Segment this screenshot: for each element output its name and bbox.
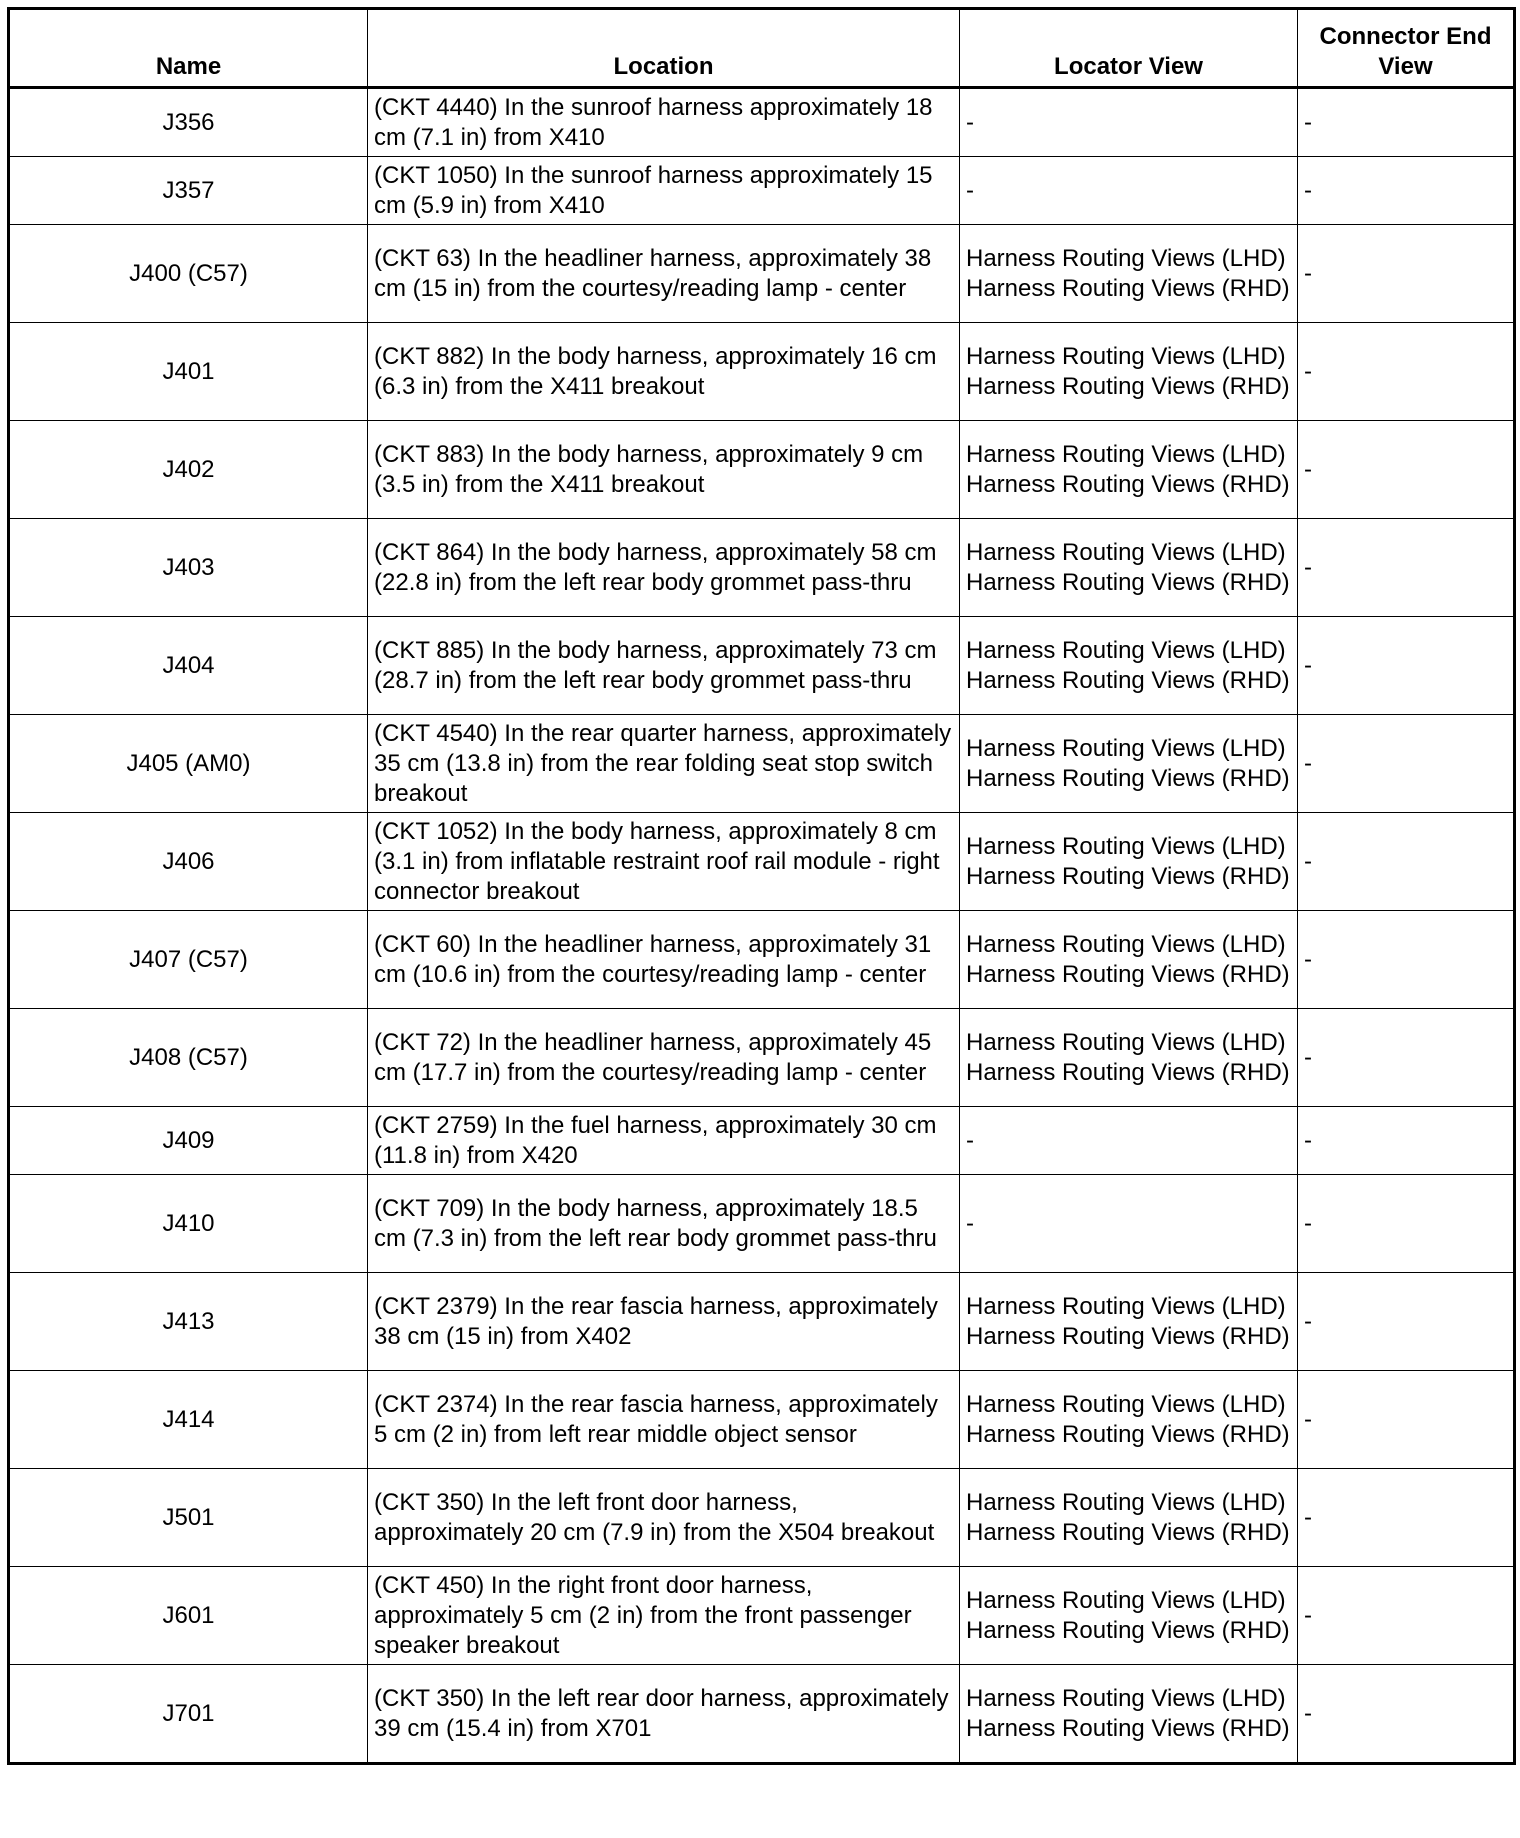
cell-location: (CKT 72) In the headliner harness, approximately 45 cm (17.7 in) from the courtesy/reading lamp - center (368, 1009, 960, 1107)
cell-name: J404 (9, 617, 368, 715)
cell-connector-end-view: - (1298, 1175, 1515, 1273)
cell-name: J406 (9, 813, 368, 911)
column-header-locator-view: Locator View (960, 9, 1298, 88)
cell-connector-end-view: - (1298, 225, 1515, 323)
cell-name: J701 (9, 1665, 368, 1764)
table-row (9, 813, 1515, 911)
cell-name: J413 (9, 1273, 368, 1371)
cell-connector-end-view: - (1298, 813, 1515, 911)
cell-connector-end-view: - (1298, 323, 1515, 421)
cell-name: J405 (AM0) (9, 715, 368, 813)
table-row (9, 157, 1515, 225)
cell-location: (CKT 885) In the body harness, approximately 73 cm (28.7 in) from the left rear body grommet pass-thru (368, 617, 960, 715)
table-row (9, 323, 1515, 421)
cell-locator-view: Harness Routing Views (LHD) Harness Routing Views (RHD) (960, 813, 1298, 911)
table-row (9, 1107, 1515, 1175)
cell-name: J414 (9, 1371, 368, 1469)
table-row (9, 1371, 1515, 1469)
cell-connector-end-view: - (1298, 1567, 1515, 1665)
cell-name: J403 (9, 519, 368, 617)
cell-name: J601 (9, 1567, 368, 1665)
table-row (9, 1567, 1515, 1665)
cell-connector-end-view: - (1298, 715, 1515, 813)
table-row (9, 519, 1515, 617)
cell-connector-end-view: - (1298, 1009, 1515, 1107)
cell-locator-view: Harness Routing Views (LHD) Harness Routing Views (RHD) (960, 1009, 1298, 1107)
cell-locator-view: Harness Routing Views (LHD) Harness Routing Views (RHD) (960, 519, 1298, 617)
cell-connector-end-view: - (1298, 911, 1515, 1009)
cell-connector-end-view: - (1298, 519, 1515, 617)
cell-location: (CKT 2759) In the fuel harness, approximately 30 cm (11.8 in) from X420 (368, 1107, 960, 1175)
cell-locator-view: Harness Routing Views (LHD) Harness Routing Views (RHD) (960, 911, 1298, 1009)
cell-location: (CKT 2379) In the rear fascia harness, approximately 38 cm (15 in) from X402 (368, 1273, 960, 1371)
cell-location: (CKT 63) In the headliner harness, approximately 38 cm (15 in) from the courtesy/reading lamp - center (368, 225, 960, 323)
table-row (9, 715, 1515, 813)
cell-location: (CKT 883) In the body harness, approximately 9 cm (3.5 in) from the X411 breakout (368, 421, 960, 519)
cell-location: (CKT 882) In the body harness, approximately 16 cm (6.3 in) from the X411 breakout (368, 323, 960, 421)
table-row (9, 617, 1515, 715)
cell-locator-view: Harness Routing Views (LHD) Harness Routing Views (RHD) (960, 617, 1298, 715)
cell-locator-view: Harness Routing Views (LHD) Harness Routing Views (RHD) (960, 1567, 1298, 1665)
table-header-row (9, 9, 1515, 88)
cell-location: (CKT 1050) In the sunroof harness approximately 15 cm (5.9 in) from X410 (368, 157, 960, 225)
cell-locator-view: - (960, 88, 1298, 157)
table-row (9, 1273, 1515, 1371)
table-row (9, 1009, 1515, 1107)
table-row (9, 911, 1515, 1009)
cell-connector-end-view: - (1298, 421, 1515, 519)
cell-name: J400 (C57) (9, 225, 368, 323)
cell-location: (CKT 864) In the body harness, approximately 58 cm (22.8 in) from the left rear body grommet pass-thru (368, 519, 960, 617)
cell-locator-view: Harness Routing Views (LHD) Harness Routing Views (RHD) (960, 421, 1298, 519)
cell-connector-end-view: - (1298, 1371, 1515, 1469)
table-row (9, 1469, 1515, 1567)
table-row (9, 225, 1515, 323)
document-page (7, 7, 1513, 1765)
cell-location: (CKT 350) In the left front door harness, approximately 20 cm (7.9 in) from the X504 breakout (368, 1469, 960, 1567)
table-row (9, 88, 1515, 157)
splice-location-table (7, 7, 1516, 1765)
cell-connector-end-view: - (1298, 157, 1515, 225)
cell-name: J410 (9, 1175, 368, 1273)
cell-location: (CKT 4440) In the sunroof harness approximately 18 cm (7.1 in) from X410 (368, 88, 960, 157)
cell-location: (CKT 450) In the right front door harness, approximately 5 cm (2 in) from the front passenger speaker breakout (368, 1567, 960, 1665)
cell-locator-view: Harness Routing Views (LHD) Harness Routing Views (RHD) (960, 225, 1298, 323)
cell-locator-view: Harness Routing Views (LHD) Harness Routing Views (RHD) (960, 1665, 1298, 1764)
column-header-connector-end-view: Connector End View (1298, 9, 1515, 88)
cell-location: (CKT 2374) In the rear fascia harness, approximately 5 cm (2 in) from left rear middle object sensor (368, 1371, 960, 1469)
table-row (9, 1175, 1515, 1273)
cell-name: J357 (9, 157, 368, 225)
cell-location: (CKT 709) In the body harness, approximately 18.5 cm (7.3 in) from the left rear body grommet pass-thru (368, 1175, 960, 1273)
cell-name: J356 (9, 88, 368, 157)
cell-location: (CKT 4540) In the rear quarter harness, approximately 35 cm (13.8 in) from the rear folding seat stop switch breakout (368, 715, 960, 813)
cell-location: (CKT 60) In the headliner harness, approximately 31 cm (10.6 in) from the courtesy/reading lamp - center (368, 911, 960, 1009)
cell-locator-view: Harness Routing Views (LHD) Harness Routing Views (RHD) (960, 1371, 1298, 1469)
cell-locator-view: Harness Routing Views (LHD) Harness Routing Views (RHD) (960, 323, 1298, 421)
cell-connector-end-view: - (1298, 1469, 1515, 1567)
cell-name: J402 (9, 421, 368, 519)
cell-name: J409 (9, 1107, 368, 1175)
cell-locator-view: - (960, 157, 1298, 225)
table-row (9, 421, 1515, 519)
cell-locator-view: Harness Routing Views (LHD) Harness Routing Views (RHD) (960, 715, 1298, 813)
cell-locator-view: - (960, 1175, 1298, 1273)
cell-name: J501 (9, 1469, 368, 1567)
cell-connector-end-view: - (1298, 88, 1515, 157)
cell-connector-end-view: - (1298, 1107, 1515, 1175)
cell-location: (CKT 1052) In the body harness, approximately 8 cm (3.1 in) from inflatable restraint roof rail module - right connector breakout (368, 813, 960, 911)
column-header-name: Name (9, 9, 368, 88)
cell-name: J408 (C57) (9, 1009, 368, 1107)
cell-connector-end-view: - (1298, 1273, 1515, 1371)
cell-connector-end-view: - (1298, 1665, 1515, 1764)
cell-locator-view: Harness Routing Views (LHD) Harness Routing Views (RHD) (960, 1469, 1298, 1567)
cell-connector-end-view: - (1298, 617, 1515, 715)
cell-name: J407 (C57) (9, 911, 368, 1009)
cell-locator-view: - (960, 1107, 1298, 1175)
cell-locator-view: Harness Routing Views (LHD) Harness Routing Views (RHD) (960, 1273, 1298, 1371)
table-row (9, 1665, 1515, 1764)
column-header-location: Location (368, 9, 960, 88)
cell-name: J401 (9, 323, 368, 421)
cell-location: (CKT 350) In the left rear door harness, approximately 39 cm (15.4 in) from X701 (368, 1665, 960, 1764)
